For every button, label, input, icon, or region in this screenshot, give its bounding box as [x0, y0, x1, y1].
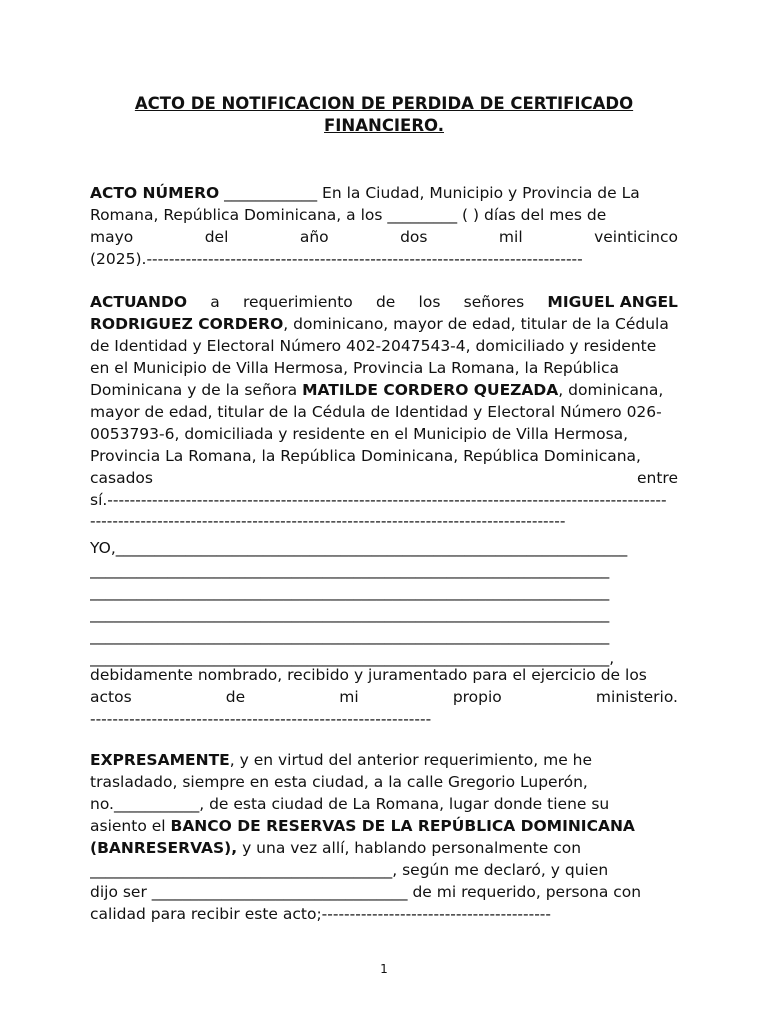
page-number: 1 — [380, 962, 388, 976]
actuando-line-4: en el Municipio de Villa Hermosa, Provincia La Romana, la República — [90, 359, 619, 377]
actuando-line-5: Dominicana y de la señora MATILDE CORDERO QUEZADA, dominicana, — [90, 381, 664, 399]
person-2-name: MATILDE CORDERO QUEZADA — [302, 381, 559, 399]
yo-blank-line-4: ___________________________________________________________________ — [90, 627, 610, 645]
expresamente-line-3: no.___________, de esta ciudad de La Romana, lugar donde tiene su — [90, 795, 610, 813]
actuando-line-7: 0053793-6, domiciliada y residente en el Municipio de Villa Hermosa, — [90, 425, 629, 443]
yo-line-8: actos de mi propio ministerio. — [90, 688, 678, 706]
actuando-line-3: de Identidad y Electoral Número 402-2047543-4, domiciliado y residente — [90, 337, 657, 355]
yo-line-7: debidamente nombrado, recibido y juramentado para el ejercicio de los — [90, 666, 647, 684]
acto-line-2: Romana, República Dominicana, a los _________ ( ) días del mes de — [90, 206, 607, 224]
acto-line-3: mayo del año dos mil veinticinco — [90, 228, 678, 246]
expresamente-line-1: EXPRESAMENTE, y en virtud del anterior requerimiento, me he — [90, 751, 593, 769]
yo-line-1: YO,__________________________________________________________________ — [90, 539, 628, 557]
acto-line-1: ACTO NÚMERO ____________ En la Ciudad, Municipio y Provincia de La — [90, 184, 640, 202]
bank-name: BANCO DE RESERVAS DE LA REPÚBLICA DOMINICANA — [170, 817, 635, 835]
yo-line-9: ------------------------------------------------------------- — [90, 710, 432, 728]
expresamente-label: EXPRESAMENTE — [90, 751, 230, 769]
yo-blank-line-2: ___________________________________________________________________ — [90, 583, 610, 601]
title-line-2: FINANCIERO. — [324, 116, 444, 135]
bank-short-name: (BANRESERVAS), — [90, 839, 238, 857]
expresamente-line-2: trasladado, siempre en esta ciudad, a la calle Gregorio Luperón, — [90, 773, 588, 791]
title-line-1: ACTO DE NOTIFICACION DE PERDIDA DE CERTIFICADO — [134, 94, 634, 113]
yo-blank-line-3: ___________________________________________________________________ — [90, 605, 610, 623]
actuando-line-6: mayor de edad, titular de la Cédula de Identidad y Electoral Número 026- — [90, 403, 662, 421]
document-title — [90, 93, 678, 137]
actuando-line-10: sí.---------------------------------------------------------------------------------------------------- — [90, 491, 667, 509]
actuando-line-8: Provincia La Romana, la República Dominicana, República Dominicana, — [90, 447, 641, 465]
actuando-line-9: casados entre — [90, 469, 678, 487]
expresamente-line-7: dijo ser _________________________________ de mi requerido, persona con — [90, 883, 642, 901]
expresamente-line-6: _______________________________________, según me declaró, y quien — [90, 861, 609, 879]
person-1-name-cont: RODRIGUEZ CORDERO — [90, 315, 284, 333]
yo-blank-line-1: ___________________________________________________________________ — [90, 561, 610, 579]
expresamente-line-8: calidad para recibir este acto;----------------------------------------- — [90, 905, 551, 923]
acto-line-4: (2025).------------------------------------------------------------------------------ — [90, 250, 583, 268]
person-1-name: MIGUEL ANGEL — [547, 293, 678, 311]
yo-blank-line-5: ___________________________________________________________________, — [90, 649, 615, 667]
expresamente-line-5: (BANRESERVAS), y una vez allí, hablando personalmente con — [90, 839, 582, 857]
actuando-line-2: RODRIGUEZ CORDERO, dominicano, mayor de edad, titular de la Cédula — [90, 315, 669, 333]
actuando-line-1: ACTUANDO a requerimiento de los señores MIGUEL ANGEL — [90, 293, 678, 311]
actuando-line-11: ------------------------------------------------------------------------------------- — [90, 512, 566, 530]
actuando-label: ACTUANDO — [90, 293, 188, 311]
acto-label: ACTO NÚMERO — [90, 184, 220, 202]
expresamente-line-4: asiento el BANCO DE RESERVAS DE LA REPÚBLICA DOMINICANA — [90, 817, 635, 835]
